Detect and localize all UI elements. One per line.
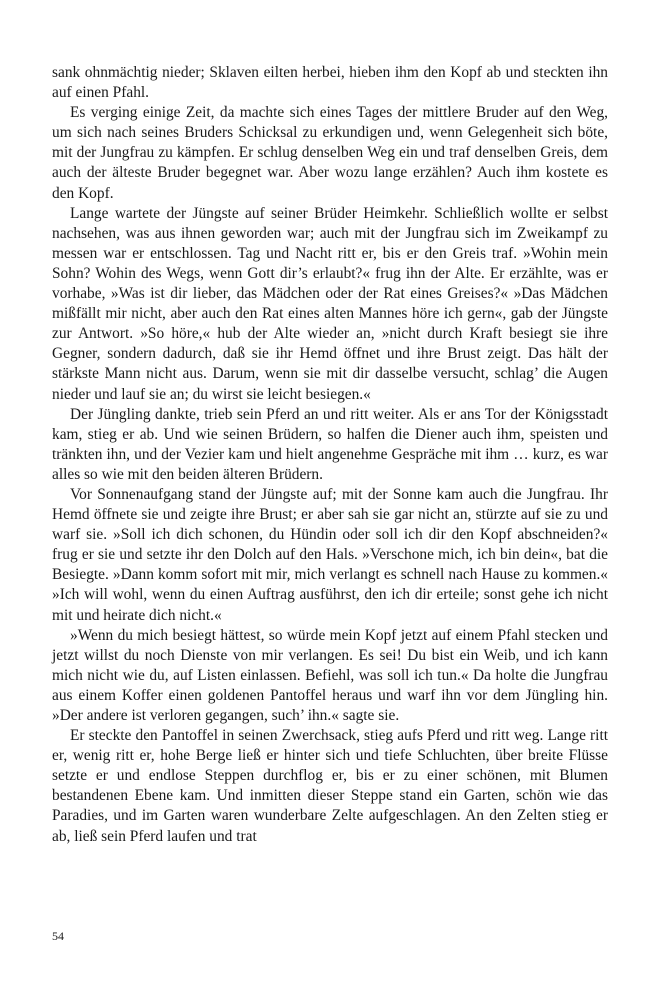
body-text (52, 63, 608, 847)
paragraph: »Wenn du mich besiegt hättest, so würde mein Kopf jetzt auf einem Pfahl stecken und jetzt willst du noch Dienste von mir verlangen. Es sei! Du bist ein Weib, und ich kann mich nicht wie du, auf Listen einlassen. Befiehl, was soll ich tun.« Da holte die Jungfrau aus einem Koffer einen goldenen Pantoffel heraus und warf ihn vor dem Jüngling hin. »Der andere ist verloren gegangen, such’ ihn.« sagte sie. (52, 626, 608, 724)
paragraph: Der Jüngling dankte, trieb sein Pferd an und ritt weiter. Als er ans Tor der Königsstadt kam, stieg er ab. Und wie seinen Brüdern, so halfen die Diener auch ihm, speisten und tränkten ihn, und der Vezier kam und hielt angenehme Gespräche mit ihm … kurz, es war alles so wie mit den beiden älteren Brüdern. (52, 405, 608, 483)
paragraph: Vor Sonnenaufgang stand der Jüngste auf; mit der Sonne kam auch die Jungfrau. Ihr Hemd öffnete sie und zeigte ihre Brust; er aber sah sie gar nicht an, stürzte auf sie zu und warf sie. »Soll ich dich schonen, du Hündin oder soll ich dir den Kopf abschneiden?« frug er sie und setzte ihr den Dolch auf den Hals. »Verschone mich, ich bin dein«, bat die Besiegte. »Dann komm sofort mit mir, mich verlangt es schnell nach Hause zu kommen.« »Ich will wohl, wenn du einen Auftrag ausführst, den ich dir erteile; sonst gehe ich nicht mit und heirate dich nicht.« (52, 485, 608, 624)
paragraph: Er steckte den Pantoffel in seinen Zwerchsack, stieg aufs Pferd und ritt weg. Lange ritt er, wenig ritt er, hohe Berge ließ er hinter sich und tiefe Schluchten, über breite Flüsse setzte er und endlose Steppen durchflog er, bis er zu einer schönen, mit Blumen bestandenen Ebene kam. Und inmitten dieser Steppe stand ein Garten, schön wie das Paradies, und im Garten waren wunderbare Zelte aufgeschlagen. An den Zelten stieg er ab, ließ sein Pferd laufen und trat (52, 727, 608, 845)
paragraph-continuation: sank ohnmächtig nieder; Sklaven eilten herbei, hieben ihm den Kopf ab und steckten ihn auf einen Pfahl. (52, 64, 608, 102)
page-number: 54 (52, 929, 64, 943)
paragraph: Es verging einige Zeit, da machte sich eines Tages der mittlere Bruder auf den Weg, um sich nach seines Bruders Schicksal zu erkundigen und, wenn Gelegenheit sich böte, mit der Jungfrau zu kämpfen. Er schlug denselben Weg ein und traf denselben Greis, dem auch der älteste Bruder begegnet war. Aber wozu lange erzählen? Auch ihm kostete es den Kopf. (52, 104, 608, 202)
paragraph: Lange wartete der Jüngste auf seiner Brüder Heimkehr. Schließlich wollte er selbst nachsehen, was aus ihnen geworden war; auch mit der Jungfrau sich im Zweikampf zu messen war er entschlossen. Tag und Nacht ritt er, bis er den Greis traf. »Wohin mein Sohn? Wohin des Wegs, wenn Gott dir’s erlaubt?« frug ihn der Alte. Er erzählte, was er vorhabe, »Was ist dir lieber, das Mädchen oder der Rat eines Greises?« »Das Mädchen mißfällt mir nicht, aber auch den Rat eines alten Mannes höre ich gern«, gab der Jüngste zur Antwort. »So höre,« hub der Alte wieder an, »nicht durch Kraft besiegt sie ihre Gegner, sondern dadurch, daß sie ihr Hemd öffnet und ihre Brust zeigt. Das hält der stärkste Mann nicht aus. Darum, wenn sie mit dir dasselbe versucht, schlag’ die Augen nieder und lauf sie an; du wirst sie leicht besiegen.« (52, 204, 608, 403)
